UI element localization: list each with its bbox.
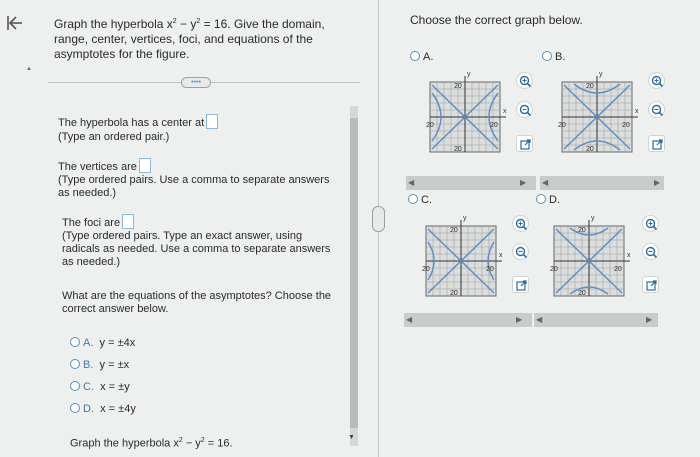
graph-b-scroll-left-icon[interactable]: ◀: [542, 178, 549, 187]
scroll-down-icon[interactable]: ▼: [348, 434, 355, 441]
back-arrow-icon[interactable]: [6, 14, 24, 32]
asymptote-option-d[interactable]: D. x = ±4y: [70, 403, 136, 416]
graph-option-d[interactable]: D.: [536, 194, 560, 207]
graph-a-scrollbar[interactable]: [406, 176, 536, 190]
radio-a[interactable]: [70, 337, 80, 347]
zoom-out-icon[interactable]: [648, 101, 665, 118]
asymptote-question: What are the equations of the asymptotes? Choose the correct answer below.: [62, 290, 332, 315]
graph-d-scroll-right-icon[interactable]: ▶: [646, 315, 653, 324]
graph-c-y-label: y: [463, 215, 467, 222]
zoom-in-icon[interactable]: [516, 72, 533, 89]
graph-b-x-label: x: [635, 108, 639, 115]
asymptote-option-a[interactable]: A. y = ±4x: [70, 337, 135, 350]
graph-c-top-tick: 20: [450, 227, 458, 234]
asymptote-option-c[interactable]: C. x = ±y: [70, 381, 130, 394]
graph-d-x-label: x: [627, 252, 631, 259]
graph-c-plot: [416, 212, 506, 300]
radio-d[interactable]: [70, 403, 80, 413]
graph-radio-a[interactable]: [410, 51, 420, 61]
graph-radio-b[interactable]: [542, 51, 552, 61]
graph-d-bottom-tick: 20: [578, 290, 586, 297]
foci-input[interactable]: [122, 214, 134, 229]
graph-d-plot: [544, 212, 634, 300]
foci-part: The foci are (Type ordered pairs. Type an exact answer, using radicals as needed. Use a comma to separate answers as needed.): [62, 214, 330, 269]
graph-a-left-tick: 20: [426, 122, 434, 129]
graph-d-scrollbar[interactable]: [534, 313, 658, 327]
graph-b-plot: [552, 68, 642, 156]
graph-b-bottom-tick: 20: [586, 146, 594, 153]
new-window-icon[interactable]: [648, 135, 665, 152]
graph-option-c[interactable]: C.: [408, 194, 432, 207]
graph-a-scroll-left-icon[interactable]: ◀: [408, 178, 415, 187]
footer-text: Graph the hyperbola $x^2 - y^2 = 16$.: [70, 437, 233, 450]
radio-c[interactable]: [70, 381, 80, 391]
graph-c-scroll-right-icon[interactable]: ▶: [516, 315, 523, 324]
graph-d-y-label: y: [591, 215, 595, 222]
graph-c-scrollbar[interactable]: [404, 313, 532, 327]
zoom-in-icon[interactable]: [512, 215, 529, 232]
graph-a-right-tick: 20: [490, 122, 498, 129]
graph-b-scrollbar[interactable]: [540, 176, 664, 190]
zoom-out-icon[interactable]: [516, 101, 533, 118]
expand-button[interactable]: ••••: [181, 77, 211, 88]
graph-d-scroll-left-icon[interactable]: ◀: [536, 315, 543, 324]
graph-c-left-tick: 20: [422, 266, 430, 273]
radio-b[interactable]: [70, 359, 80, 369]
graph-a-bottom-tick: 20: [454, 146, 462, 153]
graph-a-top-tick: 20: [454, 83, 462, 90]
graph-a-plot: [420, 68, 510, 156]
graph-d-left-tick: 20: [550, 266, 558, 273]
graph-a: [420, 68, 510, 156]
graph-c-bottom-tick: 20: [450, 290, 458, 297]
graph-b-y-label: y: [599, 71, 603, 78]
zoom-in-icon[interactable]: [642, 215, 659, 232]
new-window-icon[interactable]: [642, 276, 659, 293]
graph-radio-c[interactable]: [408, 194, 418, 204]
graph-instruction: Choose the correct graph below.: [410, 13, 583, 27]
graph-radio-d[interactable]: [536, 194, 546, 204]
graph-a-x-label: x: [503, 108, 507, 115]
graph-d: [544, 212, 634, 300]
new-window-icon[interactable]: [516, 135, 533, 152]
vertices-part: The vertices are (Type ordered pairs. Use a comma to separate answers as needed.): [58, 158, 329, 200]
scroll-up-icon[interactable]: ▲: [26, 66, 32, 72]
graph-a-y-label: y: [467, 71, 471, 78]
graph-c-right-tick: 20: [486, 266, 494, 273]
graph-c-scroll-left-icon[interactable]: ◀: [406, 315, 413, 324]
graph-option-a[interactable]: A.: [410, 51, 433, 64]
question-text: Graph the hyperbola $x^2 - y^2 = 16$. Give the domain, range, center, vertices, foci, and equations of the asymptotes for the figure.: [54, 17, 325, 61]
graph-a-scroll-right-icon[interactable]: ▶: [520, 178, 527, 187]
center-input[interactable]: [206, 114, 218, 129]
graph-b-left-tick: 20: [558, 122, 566, 129]
asymptote-option-b[interactable]: B. y = ±x: [70, 359, 129, 372]
pane-resize-handle[interactable]: [372, 206, 385, 232]
graph-b: [552, 68, 642, 156]
graph-d-right-tick: 20: [614, 266, 622, 273]
graph-b-scroll-right-icon[interactable]: ▶: [654, 178, 661, 187]
zoom-out-icon[interactable]: [642, 243, 659, 260]
graph-c: [416, 212, 506, 300]
left-scrollbar-thumb[interactable]: [350, 118, 358, 428]
graph-c-x-label: x: [499, 252, 503, 259]
graph-b-top-tick: 20: [586, 83, 594, 90]
graph-d-top-tick: 20: [578, 227, 586, 234]
vertices-input[interactable]: [139, 158, 151, 173]
zoom-out-icon[interactable]: [512, 243, 529, 260]
new-window-icon[interactable]: [512, 276, 529, 293]
zoom-in-icon[interactable]: [648, 72, 665, 89]
graph-b-right-tick: 20: [622, 122, 630, 129]
graph-option-b[interactable]: B.: [542, 51, 565, 64]
center-part: The hyperbola has a center at (Type an ordered pair.): [58, 114, 218, 144]
